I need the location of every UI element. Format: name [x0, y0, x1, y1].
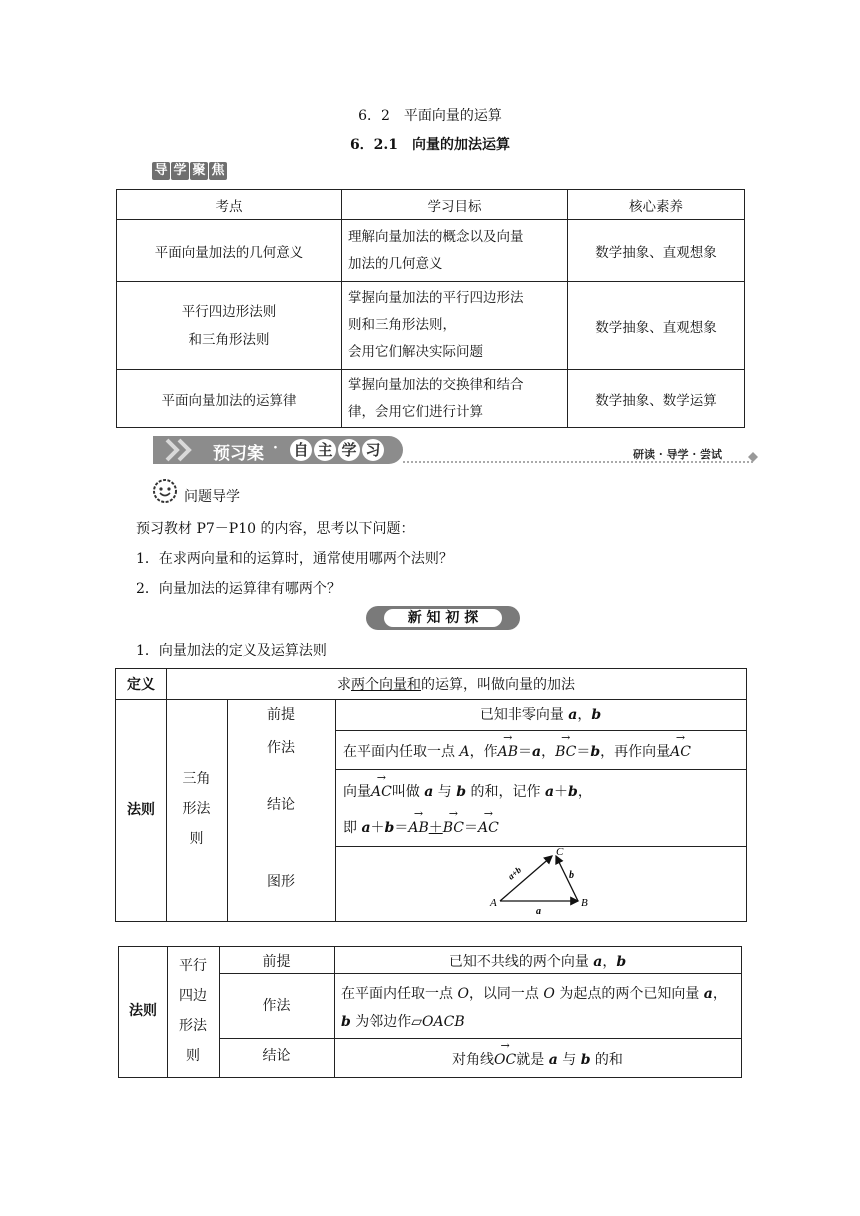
rule-label: 法则: [129, 1003, 157, 1019]
preview-banner-left: 预习案: [213, 444, 264, 464]
section-title: 6．2 平面向量的运算: [358, 108, 502, 124]
goal-cell: 理解向量加法的概念以及向量 加法的几何意义: [342, 220, 568, 282]
guide-tag-char: 焦: [209, 162, 227, 180]
point1-title: 1．向量加法的定义及运算法则: [136, 643, 327, 659]
table-row: [117, 282, 745, 370]
literacy-cell: 数学抽象、直观想象: [568, 282, 745, 370]
triangle-figure: [486, 846, 601, 921]
point-a-label: A: [490, 897, 497, 909]
goal-cell: 掌握向量加法的平行四边形法 则和三角形法则， 会用它们解决实际问题: [342, 282, 568, 370]
question-item: 1．在求两向量和的运算时，通常使用哪两个法则？: [136, 551, 453, 567]
def-label: 定义: [127, 677, 155, 693]
goal-cell: 掌握向量加法的交换律和结合 律，会用它们进行计算: [342, 370, 568, 428]
premise-text: 已知非零向量 a，b: [479, 707, 602, 723]
pill-char: 主: [314, 439, 336, 461]
questions-intro: 预习教材 P7－P10 的内容，思考以下问题：: [136, 521, 415, 537]
method-text: 在平面内任取一点 A，作→ AB＝a，→ BC＝b，再作向量→ AC: [343, 741, 691, 761]
point-cell: 平行四边形法则 和三角形法则: [117, 282, 342, 370]
smiley-icon: [152, 478, 178, 504]
pill-char: 自: [290, 439, 312, 461]
literacy-cell: 数学抽象、数学运算: [568, 370, 745, 428]
table-row: [117, 220, 745, 282]
question-item: 2．向量加法的运算律有哪两个？: [136, 581, 341, 597]
table-row: [117, 370, 745, 428]
new-knowledge-tag: [366, 606, 520, 630]
pill-char: 学: [338, 439, 360, 461]
preview-banner-chars: [289, 439, 385, 461]
definition-table: [115, 668, 747, 922]
guide-tag-char: 导: [152, 162, 170, 180]
questions-title: 问题导学: [184, 489, 240, 505]
guide-tag-char: 学: [171, 162, 189, 180]
guide-tag: [152, 162, 228, 180]
preview-banner-right: 研读 · 导学 · 尝试: [633, 448, 722, 461]
header-point: 考点: [117, 190, 342, 220]
point-b-label: B: [581, 897, 588, 909]
method-text: 在平面内任取一点 O，以同一点 O 为起点的两个已知向量 a， b 为邻边作▱OACB: [341, 986, 727, 1030]
conclusion-label: 结论: [267, 797, 295, 813]
preview-banner-dot: ·: [273, 440, 278, 456]
vector-a-label: a: [536, 906, 541, 917]
conclusion-line2: 即 a＋b＝→ AB＋→ BC＝→ AC: [343, 817, 499, 837]
triangle-rule-label: 三角 形法 则: [182, 771, 211, 847]
guide-tag-char: 聚: [190, 162, 208, 180]
point-c-label: C: [556, 846, 564, 858]
subsection-title: 6．2.1 向量的加法运算: [349, 137, 511, 153]
premise-text: 已知不共线的两个向量 a，b: [448, 954, 627, 970]
vector-sum-label: a+b: [505, 864, 524, 882]
method-label: 作法: [267, 740, 295, 756]
def-text: 求两个向量和的运算，叫做向量的加法: [337, 677, 575, 693]
rule-label: 法则: [127, 802, 155, 818]
header-goal: 学习目标: [342, 190, 568, 220]
conclusion-line1: 向量→ AC叫做 a 与 b 的和，记作 a＋b，: [343, 781, 592, 801]
method-label: 作法: [262, 998, 291, 1014]
point-cell: 平面向量加法的运算律: [117, 370, 342, 428]
header-literacy: 核心素养: [568, 190, 745, 220]
parallelogram-table: [118, 946, 742, 1078]
figure-label: 图形: [267, 874, 295, 890]
new-knowledge-label: 新 知 初 探: [384, 609, 502, 627]
point-cell: 平面向量加法的几何意义: [117, 220, 342, 282]
pill-char: 习: [362, 439, 384, 461]
vector-sum-line: [500, 856, 552, 901]
vector-b-line: [556, 856, 578, 901]
premise-label: 前提: [262, 954, 291, 970]
conclusion-label: 结论: [262, 1048, 291, 1064]
conclusion-text: 对角线→ OC就是 a 与 b 的和: [334, 1049, 741, 1069]
objectives-table: [116, 189, 745, 428]
diamond-icon: [747, 451, 759, 463]
premise-label: 前提: [267, 707, 295, 723]
parallelogram-rule-label: 平行 四边 形法 则: [179, 958, 207, 1064]
literacy-cell: 数学抽象、直观想象: [568, 220, 745, 282]
chevron-arrows-icon: [163, 438, 203, 462]
vector-b-label: b: [569, 870, 574, 881]
preview-banner: [153, 436, 403, 464]
